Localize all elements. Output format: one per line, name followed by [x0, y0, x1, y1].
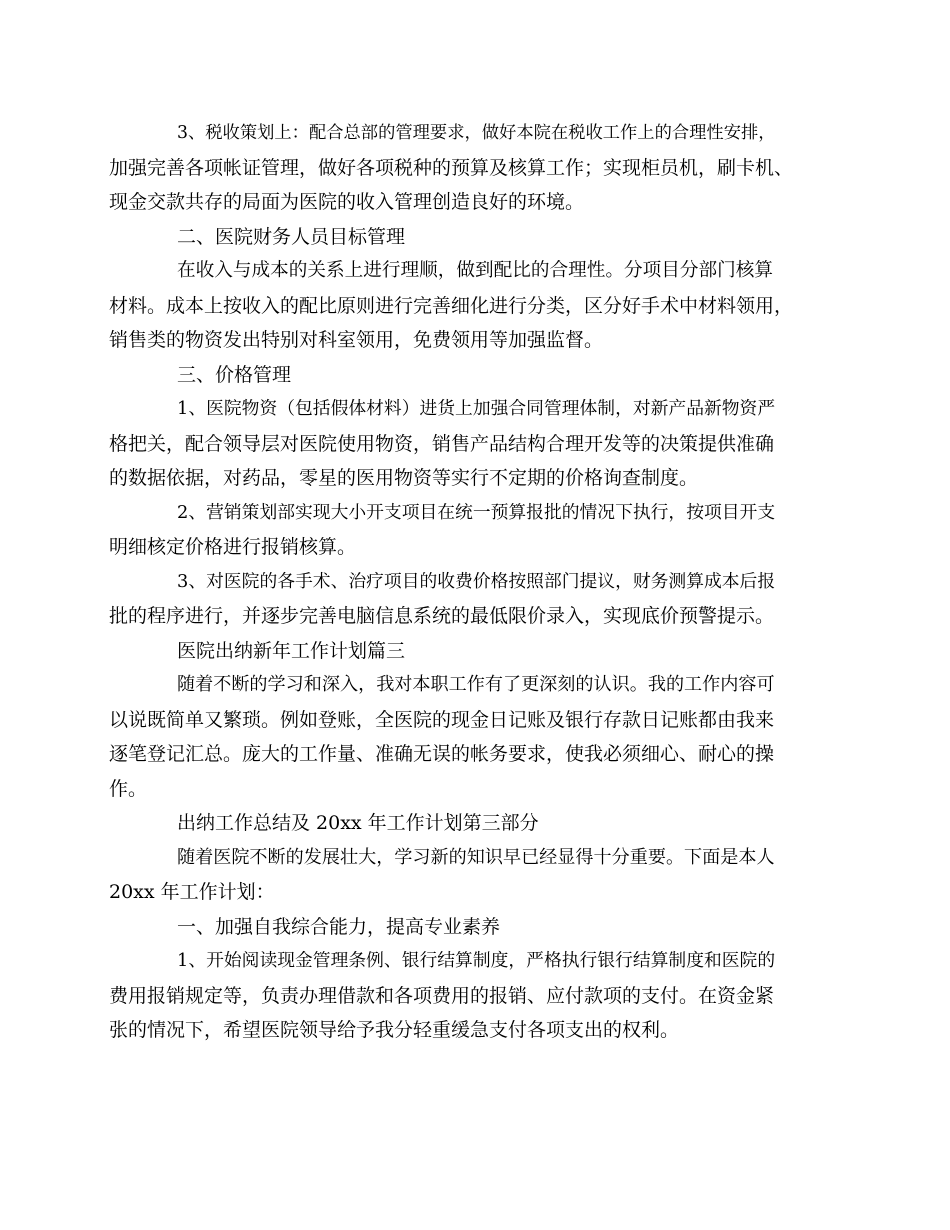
paragraph: [109, 496, 807, 565]
text-line: 2、营销策划部实现大小开支项目在统一预算报批的情况下执行，按项目开支: [177, 501, 776, 523]
text-line: 以说既简单又繁琐。例如登账，全医院的现金日记账及银行存款日记账都由我来: [109, 708, 775, 731]
text-line: 作。: [109, 777, 148, 800]
text-line: 一、加强自我综合能力，提高专业素养: [177, 915, 501, 938]
document-body: [109, 116, 807, 1048]
text-line: 随着不断的学习和深入，我对本职工作有了更深刻的认识。我的工作内容可: [177, 674, 775, 695]
text-line: 批的程序进行，并逐步完善电脑信息系统的最低限价录入，实现底价预警提示。: [109, 605, 775, 627]
paragraph: [143, 358, 807, 393]
text-line: 销售类的物资发出特别对科室领用，免费领用等加强监督。: [109, 329, 604, 351]
paragraph: [109, 668, 807, 806]
text-line: 出纳工作总结及 20xx 年工作计划第三部分: [177, 812, 539, 834]
text-line: 格把关，配合领导层对医院使用物资，销售产品结构合理开发等的决策提供准确: [109, 432, 775, 455]
text-line: 在收入与成本的关系上进行理顺，做到配比的合理性。分项目分部门核算: [177, 260, 774, 281]
text-line: 20xx 年工作计划：: [109, 881, 275, 903]
text-line: 费用报销规定等，负责办理借款和各项费用的报销、应付款项的支付。在资金紧: [109, 984, 775, 1007]
text-line: 明细核定价格进行报销核算。: [109, 536, 357, 558]
paragraph: [109, 841, 807, 910]
text-line: 1、医院物资（包括假体材料）进货上加强合同管理体制，对新产品新物资严: [177, 398, 776, 419]
paragraph: [109, 944, 807, 1048]
paragraph: [143, 806, 807, 841]
text-line: 医院出纳新年工作计划篇三: [177, 639, 406, 662]
paragraph: [109, 254, 807, 358]
text-line: 随着医院不断的发展壮大，学习新的知识早已经显得十分重要。下面是本人: [177, 846, 775, 868]
text-line: 二、医院财务人员目标管理: [177, 225, 406, 248]
paragraph: [143, 910, 807, 945]
text-line: 加强完善各项帐证管理，做好各项税种的预算及核算工作；实现柜员机，刷卡机、: [109, 156, 794, 179]
text-line: 材料。成本上按收入的配比原则进行完善细化进行分类，区分好手术中材料领用，: [109, 294, 794, 317]
paragraph: [143, 220, 807, 255]
paragraph: [109, 392, 807, 496]
paragraph: [143, 634, 807, 669]
text-line: 的数据依据，对药品，零星的医用物资等实行不定期的价格询查制度。: [109, 467, 699, 489]
paragraph: [109, 116, 807, 220]
text-line: 张的情况下，希望医院领导给予我分轻重缓急支付各项支出的权利。: [109, 1019, 680, 1041]
text-line: 1、开始阅读现金管理条例、银行结算制度，严格执行银行结算制度和医院的: [177, 950, 776, 971]
paragraph: [109, 565, 807, 634]
text-line: 3、税收策划上：配合总部的管理要求，做好本院在税收工作上的合理性安排，: [177, 123, 776, 143]
text-line: 3、对医院的各手术、治疗项目的收费价格按照部门提议，财务测算成本后报: [177, 570, 776, 592]
text-line: 现金交款共存的局面为医院的收入管理创造良好的环境。: [109, 191, 585, 213]
text-line: 逐笔登记汇总。庞大的工作量、准确无误的帐务要求，使我必须细心、耐心的操: [109, 743, 775, 765]
text-line: 三、价格管理: [177, 363, 292, 386]
